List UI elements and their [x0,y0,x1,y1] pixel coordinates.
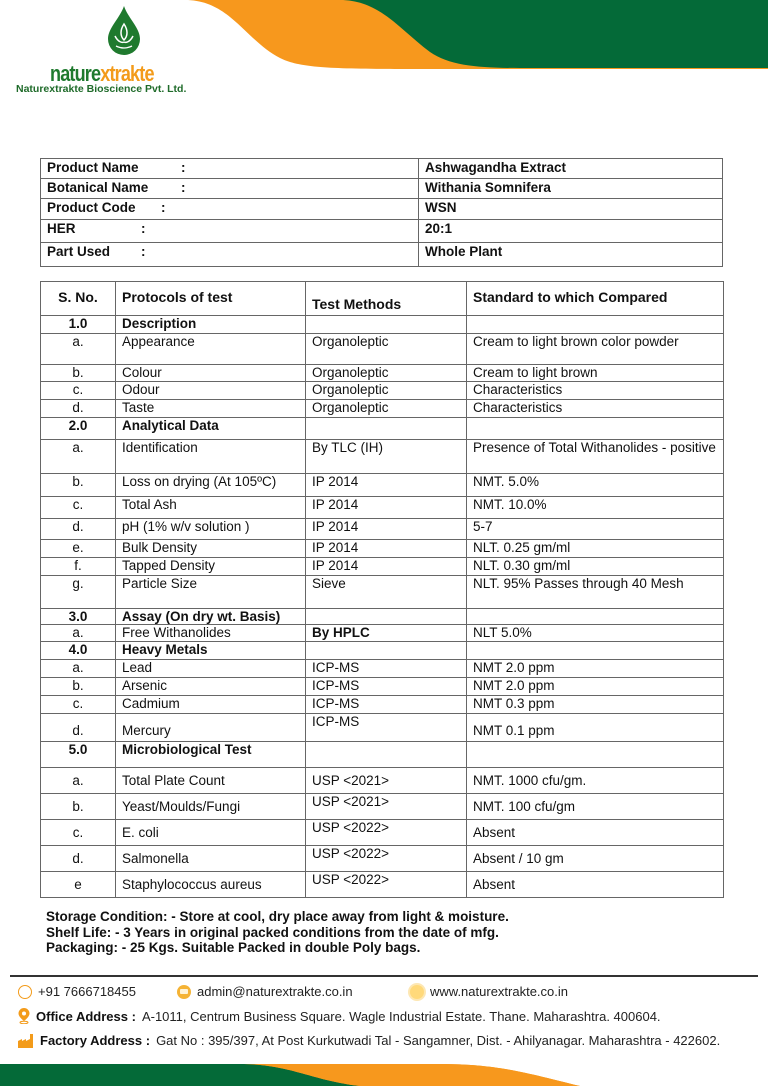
info-value: Ashwagandha Extract [419,159,723,179]
table-row [41,872,724,898]
storage-notes [46,909,509,956]
cell-method: ICP-MS [306,678,467,696]
info-value: 20:1 [419,220,723,243]
cell-method [306,609,467,625]
cell-standard: NMT. 1000 cfu/gm. [467,768,724,794]
location-pin-icon [18,1008,30,1024]
cell-sno: d. [41,714,116,742]
cell-standard: Presence of Total Withanolides - positive [467,440,724,474]
table-row [41,440,724,474]
cell-method: Organoleptic [306,382,467,400]
storage-condition-note: Storage Condition: - Store at cool, dry place away from light & moisture. [46,909,509,924]
company-name: Naturextrakte Bioscience Pvt. Ltd. [16,83,187,95]
cell-sno: a. [41,334,116,365]
footer-email[interactable]: admin@naturextrakte.co.in [177,984,353,999]
table-row [41,768,724,794]
table-row [41,714,724,742]
product-info-row [41,159,723,179]
cell-protocol: Microbiological Test [116,742,306,768]
email-icon [177,985,191,999]
cell-standard: 5-7 [467,519,724,540]
cell-sno: d. [41,519,116,540]
info-value: Whole Plant [419,243,723,267]
cell-standard [467,642,724,660]
cell-method: ICP-MS [306,714,467,742]
section-row [41,316,724,334]
cell-method: ICP-MS [306,696,467,714]
info-label: HER : [41,220,419,243]
cell-sno: g. [41,576,116,609]
cell-method [306,316,467,334]
cell-sno: a. [41,660,116,678]
leaf-drop-icon [106,6,142,56]
section-row [41,418,724,440]
cell-standard: NMT. 100 cfu/gm [467,794,724,820]
packaging-note: Packaging: - 25 Kgs. Suitable Packed in double Poly bags. [46,940,421,955]
cell-sno: a. [41,625,116,642]
colon: : [141,221,146,236]
table-row [41,558,724,576]
table-row [41,540,724,558]
table-row [41,497,724,519]
company-logo [14,6,214,96]
cell-method: IP 2014 [306,497,467,519]
table-row [41,678,724,696]
cell-sno: b. [41,678,116,696]
cell-protocol: Staphylococcus aureus [116,872,306,898]
cell-sno: 3.0 [41,609,116,625]
cell-method: Organoleptic [306,365,467,382]
cell-standard: Absent / 10 gm [467,846,724,872]
product-info-row [41,243,723,267]
cell-sno: b. [41,365,116,382]
cell-protocol: Cadmium [116,696,306,714]
cell-method: Organoleptic [306,334,467,365]
cell-sno: f. [41,558,116,576]
cell-protocol: Total Plate Count [116,768,306,794]
cell-protocol: Yeast/Moulds/Fungi [116,794,306,820]
cell-protocol: Bulk Density [116,540,306,558]
cell-standard: Cream to light brown color powder [467,334,724,365]
section-row [41,609,724,625]
table-header-row [41,282,724,316]
cell-method: By TLC (IH) [306,440,467,474]
header-test-methods: Test Methods [306,282,467,316]
cell-method: By HPLC [306,625,467,642]
cell-method: IP 2014 [306,558,467,576]
cell-protocol: Taste [116,400,306,418]
cell-standard: NLT. 0.30 gm/ml [467,558,724,576]
cell-protocol: Analytical Data [116,418,306,440]
colon: : [181,160,186,175]
cell-standard: NMT. 5.0% [467,474,724,497]
cell-standard: NMT 0.1 ppm [467,714,724,742]
product-info-row [41,179,723,199]
cell-sno: a. [41,768,116,794]
cell-method: IP 2014 [306,519,467,540]
table-row [41,660,724,678]
cell-standard: NMT 2.0 ppm [467,678,724,696]
cell-standard: NLT. 0.25 gm/ml [467,540,724,558]
cell-method: Sieve [306,576,467,609]
cell-method: USP <2021> [306,794,467,820]
cell-protocol: E. coli [116,820,306,846]
shelf-life-note: Shelf Life: - 3 Years in original packed conditions from the date of mfg. [46,924,499,940]
cell-protocol: Total Ash [116,497,306,519]
info-value: Withania Somnifera [419,179,723,199]
cell-sno: 1.0 [41,316,116,334]
cell-standard: Cream to light brown [467,365,724,382]
table-row [41,576,724,609]
info-label: Product Name : [41,159,419,179]
cell-standard: NLT. 95% Passes through 40 Mesh [467,576,724,609]
info-label: Botanical Name : [41,179,419,199]
factory-address: Factory Address : Gat No : 395/397, At Post Kurkutwadi Tal - Sangamner, Dist. - Ahilyanagar. Maharashtra - 422602. [18,1033,720,1048]
cell-standard [467,418,724,440]
cell-sno: 4.0 [41,642,116,660]
footer-phone[interactable]: +91 7666718455 [18,984,136,999]
product-info-table [40,158,723,267]
info-label: Part Used : [41,243,419,267]
colon: : [161,200,166,215]
cell-method: USP <2021> [306,768,467,794]
table-row [41,696,724,714]
cell-sno: b. [41,474,116,497]
cell-sno: c. [41,820,116,846]
table-row [41,334,724,365]
table-row [41,365,724,382]
cell-method: ICP-MS [306,660,467,678]
header-sno: S. No. [41,282,116,316]
table-row [41,519,724,540]
footer-website[interactable]: www.naturextrakte.co.in [410,984,568,999]
cell-method: USP <2022> [306,872,467,898]
cell-protocol: Mercury [116,714,306,742]
cell-standard: Characteristics [467,382,724,400]
cell-protocol: Description [116,316,306,334]
cell-standard: NMT 0.3 ppm [467,696,724,714]
cell-standard: NLT 5.0% [467,625,724,642]
section-row [41,642,724,660]
cell-method: Organoleptic [306,400,467,418]
cell-method: USP <2022> [306,820,467,846]
cell-sno: e [41,872,116,898]
cell-protocol: Salmonella [116,846,306,872]
cell-method: IP 2014 [306,474,467,497]
table-row [41,820,724,846]
cell-protocol: Odour [116,382,306,400]
product-info-row [41,199,723,220]
globe-icon [410,985,424,999]
cell-protocol: Identification [116,440,306,474]
cell-standard: NMT. 10.0% [467,497,724,519]
footer-divider [10,975,758,977]
table-row [41,400,724,418]
cell-protocol: Lead [116,660,306,678]
cell-protocol: pH (1% w/v solution ) [116,519,306,540]
colon: : [141,244,146,259]
cell-protocol: Assay (On dry wt. Basis) [116,609,306,625]
brand-wordmark: naturextrakte [50,61,154,86]
table-row [41,382,724,400]
office-address: Office Address : A-1011, Centrum Business Square. Wagle Industrial Estate. Thane. Maharashtra. 400604. [18,1008,661,1024]
specification-table [40,281,724,898]
header-standard: Standard to which Compared [467,282,724,316]
cell-sno: d. [41,400,116,418]
info-label: Product Code : [41,199,419,220]
cell-method [306,642,467,660]
cell-protocol: Loss on drying (At 105ºC) [116,474,306,497]
cell-method: IP 2014 [306,540,467,558]
cell-sno: c. [41,382,116,400]
table-row [41,474,724,497]
phone-icon [18,985,32,999]
cell-sno: 5.0 [41,742,116,768]
cell-method [306,742,467,768]
cell-protocol: Appearance [116,334,306,365]
footer-banner [0,1060,768,1086]
cell-sno: d. [41,846,116,872]
cell-protocol: Arsenic [116,678,306,696]
info-value: WSN [419,199,723,220]
cell-method: USP <2022> [306,846,467,872]
cell-standard: Absent [467,820,724,846]
cell-sno: 2.0 [41,418,116,440]
cell-standard [467,609,724,625]
cell-protocol: Particle Size [116,576,306,609]
cell-sno: c. [41,696,116,714]
cell-sno: a. [41,440,116,474]
table-row [41,625,724,642]
table-row [41,846,724,872]
cell-standard: NMT 2.0 ppm [467,660,724,678]
factory-icon [18,1034,34,1048]
colon: : [181,180,186,195]
cell-standard: Absent [467,872,724,898]
cell-standard [467,316,724,334]
cell-sno: e. [41,540,116,558]
cell-protocol: Colour [116,365,306,382]
header-protocol: Protocols of test [116,282,306,316]
cell-method [306,418,467,440]
cell-sno: c. [41,497,116,519]
cell-sno: b. [41,794,116,820]
cell-protocol: Heavy Metals [116,642,306,660]
cell-standard [467,742,724,768]
cell-protocol: Free Withanolides [116,625,306,642]
cell-protocol: Tapped Density [116,558,306,576]
section-row [41,742,724,768]
cell-standard: Characteristics [467,400,724,418]
table-row [41,794,724,820]
product-info-row [41,220,723,243]
